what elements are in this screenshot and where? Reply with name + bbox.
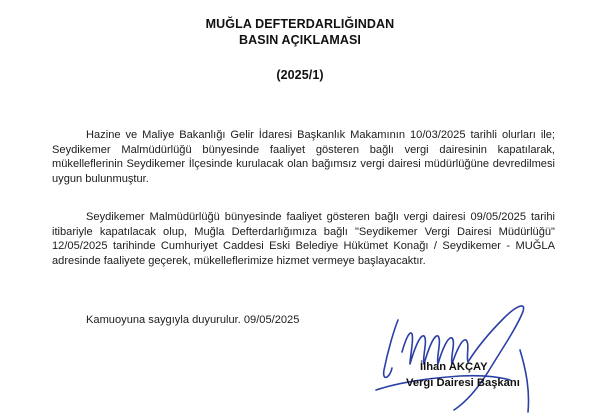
- signatory-name: İlhan AKÇAY: [420, 361, 488, 373]
- issuer-heading: MUĞLA DEFTERDARLIĞINDAN: [205, 17, 395, 31]
- handwritten-signature: [370, 290, 540, 415]
- document-number: (2025/1): [276, 68, 324, 82]
- body-paragraph-2: Seydikemer Malmüdürlüğü bünyesinde faaliyet gösteren bağlı vergi dairesi 09/05/2025 tarihi itibariyle kapatılacak olup, Muğla Defterdarlığımıza bağlı "Seydikemer Vergi Dairesi Müdürlüğü" 12/05/2025 tarihinde Cumhuriyet Caddesi Eski Belediye Hükümet Konağı / Seydikemer - MUĞLA adresinde faaliyete geçerek, mükelleflerimize hizmet vermeye başlayacaktır.: [52, 211, 555, 267]
- body-paragraph-1: Hazine ve Maliye Bakanlığı Gelir İdaresi Başkanlık Makamının 10/03/2025 tarihli olurları ile; Seydikemer Malmüdürlüğü bünyesinde faaliyet gösteren bağlı vergi dairesinin kapatılarak, mükelleflerinin Seydikemer İlçesinde kurulacak olan bağımsız vergi dairesi müdürlüğüne devredilmesi uygun bulunmuştur.: [52, 129, 555, 185]
- signatory-title: Vergi Dairesi Başkanı: [406, 377, 520, 389]
- closing-line: Kamuoyuna saygıyla duyurulur. 09/05/2025: [86, 314, 300, 326]
- document-type-heading: BASIN AÇIKLAMASI: [239, 33, 361, 47]
